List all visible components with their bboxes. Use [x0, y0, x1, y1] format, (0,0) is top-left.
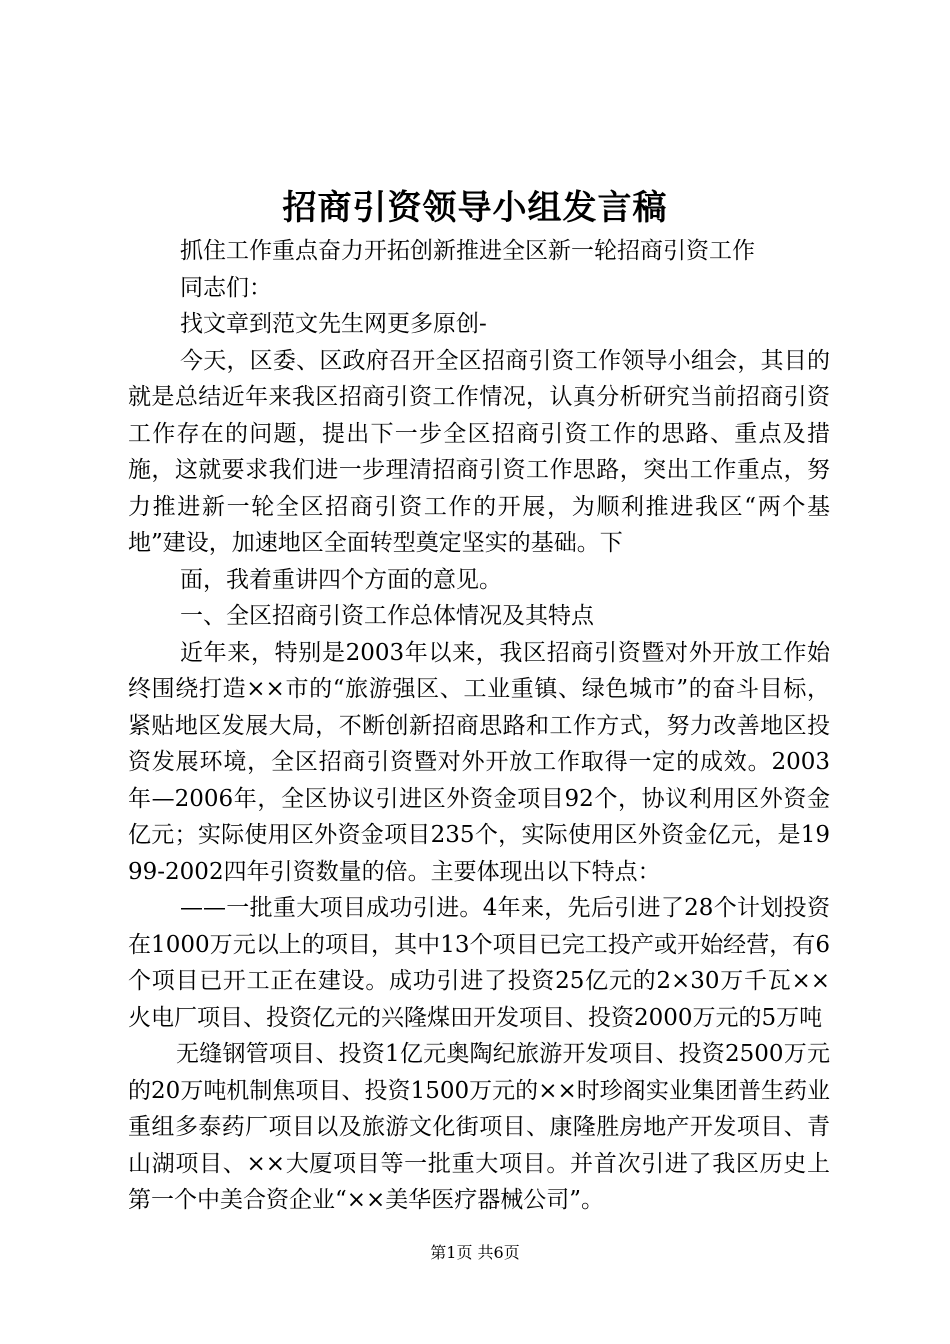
paragraph-salutation: 同志们： [180, 274, 272, 301]
paragraph-subtitle: 抓住工作重点奋力开拓创新推进全区新一轮招商引资工作 [180, 238, 755, 264]
paragraph-source-note: 找文章到范文先生网更多原创- [180, 311, 487, 337]
paragraph-transition: 面，我着重讲四个方面的意见。 [180, 566, 502, 593]
paragraph-opening: 今天，区委、区政府召开全区招商引资工作领导小组会，其目的就是总结近年来我区招商引资工作情况，认真分析研究当前招商引资工作存在的问题，提出下一步全区招商引资工作的思路、重点及措施，这就要求我们进一步理清招商引资工作思路，突出工作重点，努力推进新一轮全区招商引资工作的开展，为顺利推进我区“两个基地”建设，加速地区全面转型奠定坚实的基础。下 [128, 347, 830, 556]
paragraph-overview: 近年来，特别是2003年以来，我区招商引资暨对外开放工作始终围绕打造××市的“旅游强区、工业重镇、绿色城市”的奋斗目标，紧贴地区发展大局，不断创新招商思路和工作方式，努力改善地区投资发展环境，全区招商引资暨对外开放工作取得一定的成效。2003年—2006年，全区协议引进区外资金项目92个，协议利用区外资金亿元；实际使用区外资金项目235个，实际使用区外资金亿元，是1999-2002四年引资数量的倍。主要体现出以下特点： [128, 639, 830, 885]
paragraph-projects-continued: 无缝钢管项目、投资1亿元奥陶纪旅游开发项目、投资2500万元的20万吨机制焦项目、投资1500万元的××时珍阁实业集团普生药业重组多泰药厂项目以及旅游文化街项目、康隆胜房地产开发项目、青山湖项目、××大厦项目等一批重大项目。并首次引进了我区历史上第一个中美合资企业“××美华医疗器械公司”。 [128, 1041, 830, 1213]
section-heading-1: 一、全区招商引资工作总体情况及其特点 [180, 603, 594, 629]
document-body [128, 233, 830, 1219]
paragraph-major-projects: ——一批重大项目成功引进。4年来，先后引进了28个计划投资在1000万元以上的项目，其中13个项目已完工投产或开始经营，有6个项目已开工正在建设。成功引进了投资25亿元的2×30万千瓦××火电厂项目、投资亿元的兴隆煤田开发项目、投资2000万元的5万吨 [128, 895, 830, 1031]
document-title: 招商引资领导小组发言稿 [282, 188, 668, 228]
page-footer: 第1页 共6页 [430, 1243, 520, 1262]
